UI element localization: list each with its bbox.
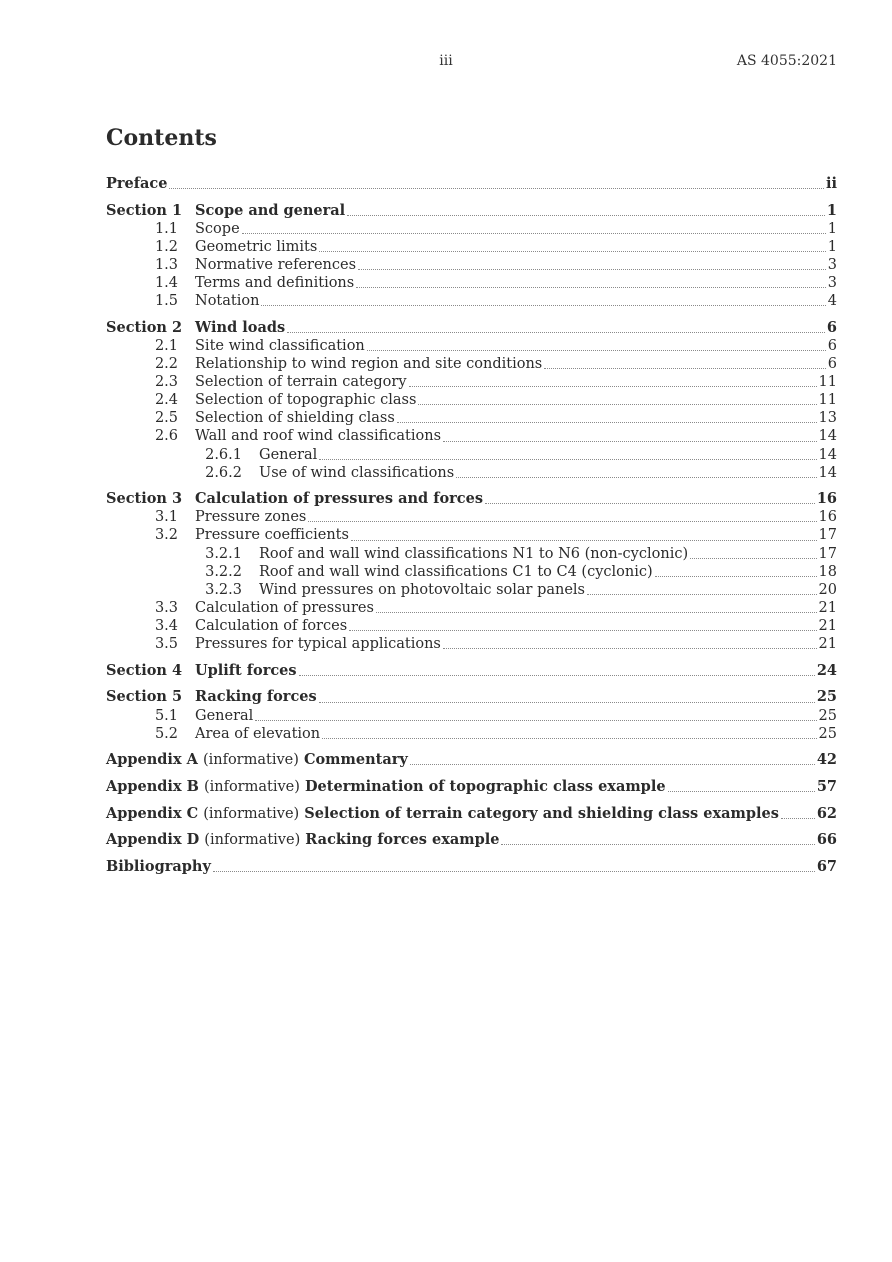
toc-entry-title: Calculation of forces: [195, 617, 348, 634]
toc-entry-number: Section 3: [106, 490, 183, 508]
toc-entry-number: 2.3: [154, 374, 178, 391]
toc-entry-page: 67: [816, 858, 837, 876]
toc-entry-page: 1: [826, 201, 837, 219]
toc-entry-informative: (informative): [203, 805, 300, 822]
toc-entry[interactable]: [106, 617, 837, 635]
toc-entry-number: 3.1: [154, 509, 178, 526]
toc-entry-informative: (informative): [202, 752, 299, 769]
toc-entry[interactable]: [106, 274, 837, 292]
toc-entry-title: Calculation of pressures: [195, 599, 374, 616]
toc-entry[interactable]: [106, 526, 837, 544]
toc-entry-page: 24: [816, 661, 837, 679]
toc-entry[interactable]: [106, 688, 837, 706]
toc-entry-page: 18: [818, 563, 837, 580]
toc-entry-number: Section 2: [106, 318, 183, 336]
toc-entry-page: 16: [816, 490, 837, 508]
toc-entry-number: 3.2.2: [205, 563, 242, 580]
toc-entry[interactable]: [106, 490, 837, 508]
toc-entry-text: Commentary: [303, 751, 408, 769]
toc-entry-page: 21: [818, 617, 837, 634]
toc-entry-number: 2.6.1: [205, 446, 242, 463]
toc-entry-number: 1.2: [154, 238, 178, 255]
toc-entry-number: Appendix B: [106, 777, 199, 795]
toc-entry[interactable]: [106, 599, 837, 617]
toc-entry[interactable]: [106, 256, 837, 274]
toc-entry-page: 6: [826, 318, 837, 336]
toc-entry-page: 6: [827, 356, 837, 373]
toc-entry[interactable]: [106, 319, 837, 337]
toc-entry-page: 57: [816, 777, 837, 795]
toc-entry-title: Roof and wall wind classifications C1 to C4 (cyclonic): [259, 563, 653, 580]
toc-entry-page: 14: [818, 446, 837, 463]
dot-leader: [347, 214, 825, 216]
toc-entry-number: Appendix A: [106, 751, 198, 769]
toc-entry-page: 17: [818, 545, 837, 562]
dot-leader: [299, 674, 815, 676]
toc-entry-text: Racking forces example: [305, 831, 500, 849]
toc-entry-number: 3.3: [154, 599, 178, 616]
toc-entry-page: 62: [816, 804, 837, 822]
toc-entry-title: [106, 805, 779, 823]
toc-entry-page: 4: [827, 293, 837, 310]
toc-entry-text: Preface: [106, 175, 168, 192]
dot-leader: [501, 843, 814, 845]
dot-leader: [319, 458, 816, 460]
dot-leader: [443, 440, 817, 442]
toc-entry-page: 11: [818, 392, 837, 409]
dot-leader: [242, 232, 826, 234]
toc-entry-title: Scope and general: [195, 201, 346, 219]
toc-entry-title: Wind loads: [195, 318, 286, 336]
toc-entry-title: [106, 831, 499, 849]
toc-entry-title: Pressures for typical applications: [195, 636, 441, 653]
toc-entry[interactable]: [106, 409, 837, 427]
toc-entry[interactable]: [106, 662, 837, 680]
dot-leader: [544, 367, 826, 369]
toc-entry-page: 3: [827, 256, 837, 273]
toc-entry-title: Terms and definitions: [195, 275, 355, 292]
toc-entry-number: 2.4: [154, 392, 178, 409]
toc-entry-page: 25: [818, 707, 837, 724]
toc-entry[interactable]: [106, 202, 837, 220]
toc-entry[interactable]: [106, 635, 837, 653]
dot-leader: [319, 250, 825, 252]
dot-leader: [358, 268, 826, 270]
toc-entry-number: 1.3: [154, 256, 178, 273]
toc-entry-page: 66: [816, 831, 837, 849]
dot-leader: [443, 647, 817, 649]
toc-entry-page: 1: [827, 220, 837, 237]
toc-entry[interactable]: [106, 337, 837, 355]
toc-entry-informative: (informative): [204, 832, 301, 849]
dot-leader: [781, 817, 815, 819]
dot-leader: [322, 737, 816, 739]
toc-entry-page: 14: [818, 464, 837, 481]
toc-entry-title: Racking forces: [195, 688, 317, 706]
dot-leader: [356, 286, 826, 288]
dot-leader: [410, 763, 815, 765]
table-of-contents: [106, 175, 837, 876]
dot-leader: [397, 421, 817, 423]
toc-entry[interactable]: [106, 707, 837, 725]
toc-entry-page: 14: [818, 428, 837, 445]
toc-entry-number: 3.2.1: [205, 545, 242, 562]
toc-entry-title: Geometric limits: [195, 238, 318, 255]
toc-entry-number: 3.2: [154, 527, 178, 544]
dot-leader: [351, 539, 817, 541]
toc-entry[interactable]: [106, 563, 837, 581]
dot-leader: [287, 331, 825, 333]
toc-entry-page: 25: [816, 688, 837, 706]
toc-entry-page: 13: [818, 410, 837, 427]
dot-leader: [668, 790, 815, 792]
toc-entry-title: Uplift forces: [195, 661, 297, 679]
toc-entry[interactable]: [106, 373, 837, 391]
toc-entry-title: Selection of shielding class: [195, 410, 395, 427]
toc-entry-title: Use of wind classifications: [259, 464, 455, 481]
toc-entry-title: Wall and roof wind classifications: [195, 428, 442, 445]
toc-entry-number: 1.4: [154, 275, 178, 292]
toc-entry-title: Normative references: [195, 256, 357, 273]
toc-entry-number: 3.5: [154, 636, 178, 653]
dot-leader: [261, 304, 825, 306]
page-number: iii: [439, 53, 453, 69]
toc-entry[interactable]: [106, 508, 837, 526]
dot-leader: [456, 476, 816, 478]
toc-entry-title: Pressure coefficients: [195, 527, 349, 544]
toc-entry-number: Section 4: [106, 661, 183, 679]
toc-entry[interactable]: [106, 831, 837, 849]
toc-entry-text: Selection of terrain category and shielding class examples: [304, 804, 779, 822]
dot-leader: [213, 870, 815, 872]
toc-entry-number: 2.5: [154, 410, 178, 427]
toc-entry[interactable]: [106, 355, 837, 373]
dot-leader: [485, 502, 815, 504]
dot-leader: [367, 349, 826, 351]
dot-leader: [308, 520, 816, 522]
toc-entry[interactable]: [106, 220, 837, 238]
toc-entry-title: [106, 751, 408, 769]
toc-entry[interactable]: [106, 391, 837, 409]
dot-leader: [376, 611, 817, 613]
toc-entry-informative: (informative): [203, 778, 300, 795]
toc-entry-title: General: [259, 446, 318, 463]
toc-entry-number: Section 1: [106, 201, 183, 219]
toc-entry-number: 2.2: [154, 356, 178, 373]
toc-entry-number: 2.6.2: [205, 464, 242, 481]
toc-entry[interactable]: [106, 292, 837, 310]
toc-entry-number: 5.2: [154, 725, 178, 742]
toc-entry-number: 3.2.3: [205, 581, 242, 598]
contents-heading: Contents: [106, 125, 217, 151]
toc-entry-title: Scope: [195, 220, 240, 237]
dot-leader: [409, 385, 817, 387]
toc-entry-page: ii: [825, 175, 837, 192]
dot-leader: [169, 187, 824, 189]
toc-entry-number: 1.1: [154, 220, 178, 237]
toc-entry-page: 20: [818, 581, 837, 598]
toc-entry-title: Selection of topographic class: [195, 392, 417, 409]
toc-entry[interactable]: [106, 751, 837, 769]
toc-entry-number: Appendix C: [106, 804, 199, 822]
toc-entry-title: Pressure zones: [195, 509, 307, 526]
toc-entry[interactable]: [106, 238, 837, 256]
toc-entry-number: 3.4: [154, 617, 178, 634]
toc-entry-text: Bibliography: [106, 858, 211, 876]
toc-entry[interactable]: [106, 725, 837, 743]
toc-entry[interactable]: [106, 446, 837, 464]
toc-entry[interactable]: [106, 778, 837, 796]
toc-entry-number: 5.1: [154, 707, 178, 724]
toc-entry-page: 42: [816, 751, 837, 769]
toc-entry-title: Roof and wall wind classifications N1 to N6 (non-cyclonic): [259, 545, 689, 562]
toc-entry-title: Notation: [195, 293, 260, 310]
toc-entry-page: 6: [827, 337, 837, 354]
toc-entry-number: 2.1: [154, 337, 178, 354]
toc-entry-title: Wind pressures on photovoltaic solar panels: [259, 581, 585, 598]
toc-entry-page: 11: [818, 374, 837, 391]
toc-entry[interactable]: [106, 464, 837, 482]
toc-entry-title: Selection of terrain category: [195, 374, 407, 391]
toc-entry[interactable]: [106, 175, 837, 193]
toc-entry[interactable]: [106, 545, 837, 563]
toc-entry[interactable]: [106, 581, 837, 599]
toc-entry-title: Relationship to wind region and site conditions: [195, 356, 543, 373]
toc-entry-page: 1: [827, 238, 837, 255]
dot-leader: [319, 701, 815, 703]
toc-entry-title: Calculation of pressures and forces: [195, 490, 483, 508]
toc-entry-number: Section 5: [106, 688, 183, 706]
toc-entry[interactable]: [106, 805, 837, 823]
toc-entry[interactable]: [106, 858, 837, 876]
dot-leader: [418, 403, 816, 405]
toc-entry-text: Determination of topographic class example: [304, 777, 666, 795]
toc-entry-number: 1.5: [154, 293, 178, 310]
toc-entry-title: [106, 858, 211, 876]
toc-entry-page: 17: [818, 527, 837, 544]
toc-entry-title: Site wind classification: [195, 337, 365, 354]
toc-entry-page: 3: [827, 275, 837, 292]
toc-entry-page: 25: [818, 725, 837, 742]
standard-designation: AS 4055:2021: [736, 53, 837, 69]
toc-entry-number: Appendix D: [106, 831, 200, 849]
dot-leader: [587, 593, 817, 595]
dot-leader: [655, 575, 817, 577]
dot-leader: [690, 557, 816, 559]
toc-entry-title: Area of elevation: [195, 725, 321, 742]
toc-entry-page: 21: [818, 599, 837, 616]
toc-entry-title: [106, 175, 167, 193]
toc-entry-number: 2.6: [154, 428, 178, 445]
toc-entry-title: General: [195, 707, 254, 724]
toc-entry-page: 16: [818, 509, 837, 526]
toc-entry[interactable]: [106, 427, 837, 445]
toc-entry-title: [106, 778, 666, 796]
dot-leader: [349, 629, 816, 631]
dot-leader: [255, 719, 816, 721]
toc-entry-page: 21: [818, 636, 837, 653]
